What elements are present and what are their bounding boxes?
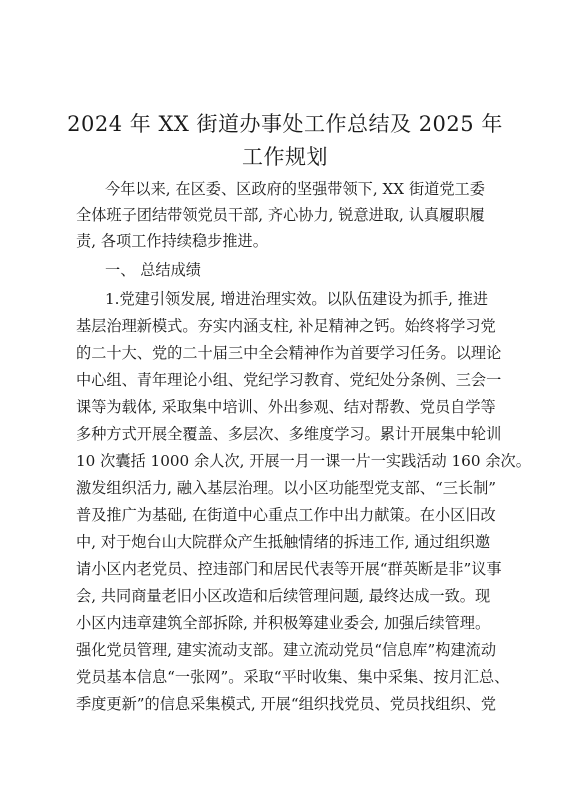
body-line: 中心组、青年理论小组、党纪学习教育、党纪处分条例、三会一 (76, 371, 502, 389)
body-line: 季度更新”的信息采集模式, 开展“组织找党员、党员找组织、党 (76, 695, 497, 713)
body-line: 请小区内老党员、控违部门和居民代表等开展“群英断是非”议事 (76, 560, 502, 578)
body-line: 课等为载体, 采取集中培训、外出参观、结对帮教、党员自学等 (76, 398, 496, 416)
document-title-line-2: 工作规划 (242, 145, 328, 169)
body-line: 多种方式开展全覆盖、多层次、多维度学习。累计开展集中轮训 (76, 425, 502, 443)
body-line: 10 次囊括 1000 余人次, 开展一月一课一片一实践活动 160 余次。 (76, 452, 531, 470)
body-line: 基层治理新模式。夯实内涵支柱, 补足精神之钙。始终将学习党 (76, 317, 496, 335)
body-line: 小区内违章建筑全部拆除, 并积极筹建业委会, 加强后续管理。 (76, 614, 491, 632)
body-line: 会, 共同商量老旧小区改造和后续管理问题, 最终达成一致。现 (76, 587, 491, 605)
body-line: 全体班子团结带领党员干部, 齐心协力, 锐意进取, 认真履职履 (76, 206, 485, 224)
section-heading: 一、 总结成绩 (105, 261, 201, 279)
body-line: 的二十大、党的二十届三中全会精神作为首要学习任务。以理论 (76, 344, 502, 362)
body-line: 强化党员管理, 建实流动支部。建立流动党员“信息库”构建流动 (76, 641, 497, 659)
body-line: 1.党建引领发展, 增进治理实效。以队伍建设为抓手, 推进 (105, 290, 489, 308)
body-line: 普及推广为基础, 在街道中心重点工作中出力献策。在小区旧改 (76, 506, 496, 524)
body-line: 责, 各项工作持续稳步推进。 (76, 232, 268, 250)
body-line: 激发组织活力, 融入基层治理。以小区功能型党支部、“三长制” (76, 479, 497, 497)
document-title-line-1: 2024 年 XX 街道办事处工作总结及 2025 年 (67, 112, 503, 136)
body-line: 今年以来, 在区委、区政府的坚强带领下, XX 街道党工委 (105, 180, 485, 198)
body-line: 中, 对于炮台山大院群众产生抵触情绪的拆违工作, 通过组织邀 (76, 533, 491, 551)
body-line: 党员基本信息“一张网”。采取“平时收集、集中采集、按月汇总、 (76, 668, 510, 686)
